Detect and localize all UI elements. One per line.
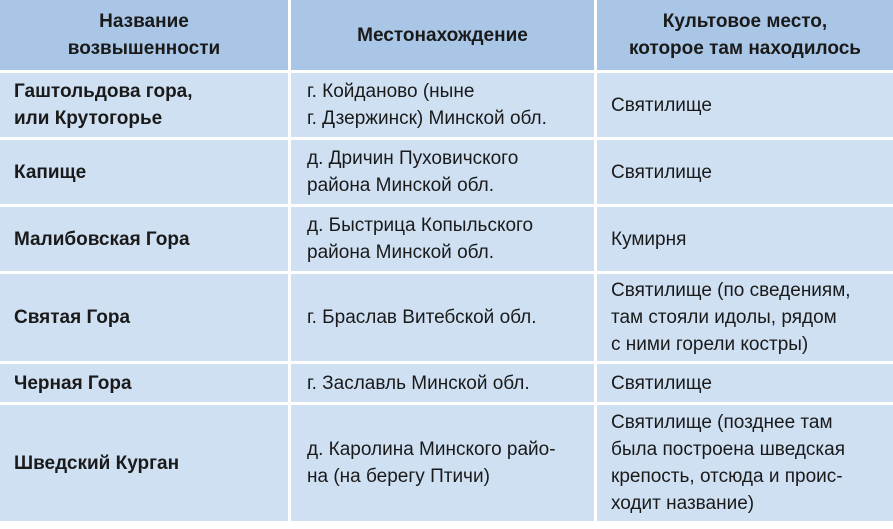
- cell-name: Святая Гора: [0, 274, 291, 364]
- header-row: [0, 0, 893, 73]
- cell-location: г. Койданово (ныне г. Дзержинск) Минской обл.: [291, 73, 597, 140]
- cell-location: г. Браслав Витебской обл.: [291, 274, 597, 364]
- cell-cult-place: Святилище (позднее там была построена шведская крепость, отсюда и проис- ходит название): [597, 405, 893, 524]
- cell-name: Черная Гора: [0, 364, 291, 405]
- cell-name: Гаштольдова гора, или Крутогорье: [0, 73, 291, 140]
- table-row: [0, 405, 893, 524]
- cell-location: д. Дричин Пуховичского района Минской обл.: [291, 140, 597, 207]
- cell-location: д. Быстрица Копыльского района Минской обл.: [291, 207, 597, 274]
- cell-location: г. Заславль Минской обл.: [291, 364, 597, 405]
- table-row: [0, 207, 893, 274]
- cell-cult-place: Святилище: [597, 140, 893, 207]
- cell-cult-place: Кумирня: [597, 207, 893, 274]
- header-name: Название возвышенности: [0, 0, 291, 73]
- cell-name: Капище: [0, 140, 291, 207]
- table-row: [0, 274, 893, 364]
- table-row: [0, 364, 893, 405]
- cell-cult-place: Святилище: [597, 364, 893, 405]
- cell-cult-place: Святилище: [597, 73, 893, 140]
- header-cult-place: Культовое место, которое там находилось: [597, 0, 893, 73]
- table-row: [0, 73, 893, 140]
- header-location: Местонахождение: [291, 0, 597, 73]
- cell-name: Малибовская Гора: [0, 207, 291, 274]
- table-row: [0, 140, 893, 207]
- cell-name: Шведский Курган: [0, 405, 291, 524]
- cell-cult-place: Святилище (по сведениям, там стояли идолы, рядом с ними горели костры): [597, 274, 893, 364]
- cell-location: д. Каролина Минского райо- на (на берегу Птичи): [291, 405, 597, 524]
